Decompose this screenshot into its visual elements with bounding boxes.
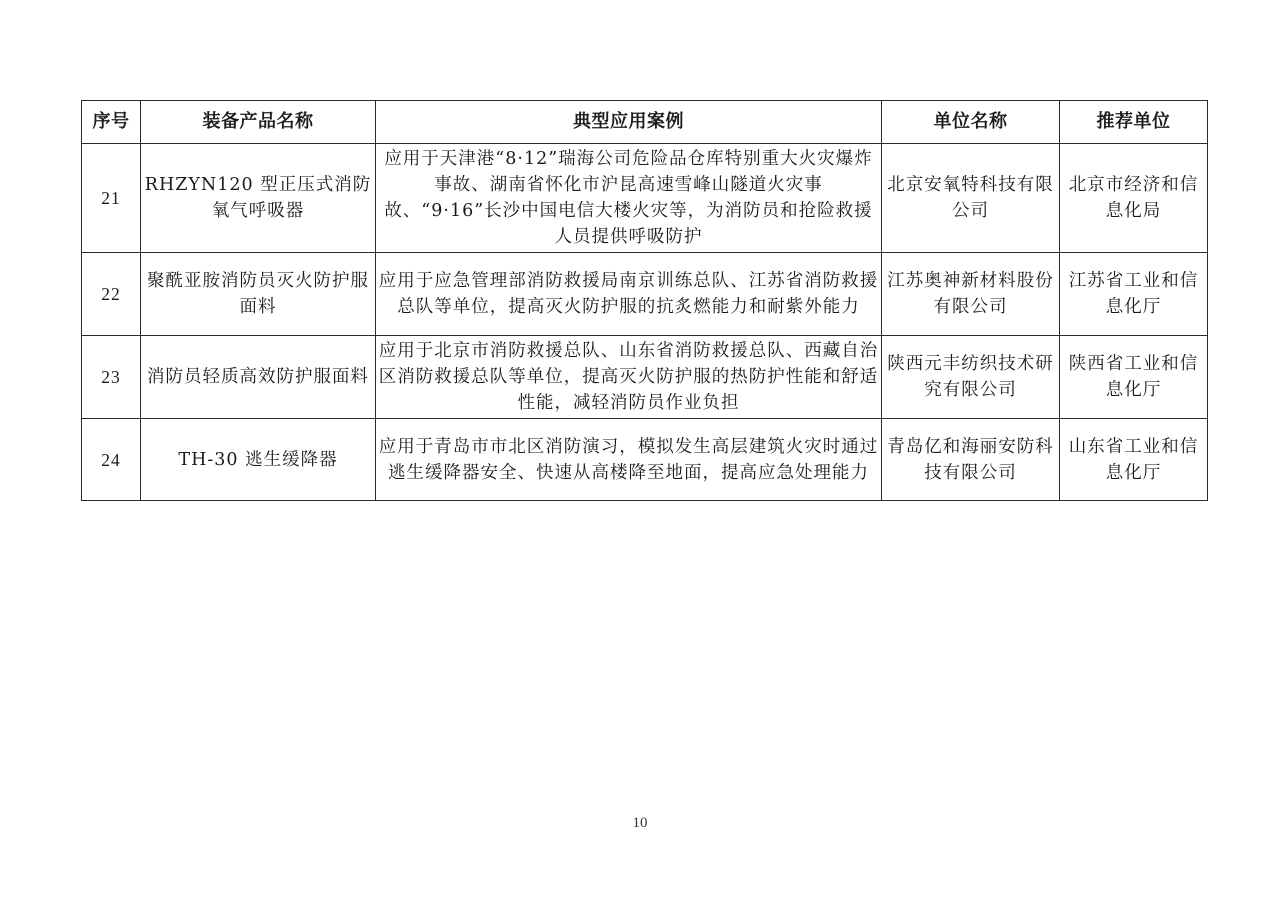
cell-unit-name: 北京安氧特科技有限公司	[882, 144, 1060, 253]
header-application-case: 典型应用案例	[376, 101, 882, 144]
cell-recommender: 山东省工业和信息化厅	[1060, 419, 1208, 501]
header-unit-name: 单位名称	[882, 101, 1060, 144]
cell-product-name: 聚酰亚胺消防员灭火防护服面料	[141, 253, 376, 336]
cell-seq: 21	[82, 144, 141, 253]
header-product-name: 装备产品名称	[141, 101, 376, 144]
table-header-row	[82, 101, 1208, 144]
cell-seq: 22	[82, 253, 141, 336]
cell-unit-name: 陕西元丰纺织技术研究有限公司	[882, 336, 1060, 419]
cell-seq: 24	[82, 419, 141, 501]
cell-application-case: 应用于青岛市市北区消防演习，模拟发生高层建筑火灾时通过逃生缓降器安全、快速从高楼降至地面，提高应急处理能力	[376, 419, 882, 501]
header-recommender: 推荐单位	[1060, 101, 1208, 144]
table-row	[82, 144, 1208, 253]
cell-product-name: 消防员轻质高效防护服面料	[141, 336, 376, 419]
equipment-table	[81, 100, 1208, 501]
table-row	[82, 336, 1208, 419]
cell-recommender: 北京市经济和信息化局	[1060, 144, 1208, 253]
cell-application-case: 应用于应急管理部消防救援局南京训练总队、江苏省消防救援总队等单位，提高灭火防护服的抗炙燃能力和耐紫外能力	[376, 253, 882, 336]
cell-unit-name: 江苏奥神新材料股份有限公司	[882, 253, 1060, 336]
cell-unit-name: 青岛亿和海丽安防科技有限公司	[882, 419, 1060, 501]
cell-seq: 23	[82, 336, 141, 419]
cell-product-name: TH-30 逃生缓降器	[141, 419, 376, 501]
cell-application-case: 应用于北京市消防救援总队、山东省消防救援总队、西藏自治区消防救援总队等单位，提高灭火防护服的热防护性能和舒适性能，减轻消防员作业负担	[376, 336, 882, 419]
cell-product-name: RHZYN120 型正压式消防氧气呼吸器	[141, 144, 376, 253]
cell-recommender: 陕西省工业和信息化厅	[1060, 336, 1208, 419]
cell-recommender: 江苏省工业和信息化厅	[1060, 253, 1208, 336]
table-row	[82, 419, 1208, 501]
cell-application-case: 应用于天津港“8·12”瑞海公司危险品仓库特别重大火灾爆炸事故、湖南省怀化市沪昆高速雪峰山隧道火灾事故、“9·16”长沙中国电信大楼火灾等，为消防员和抢险救援人员提供呼吸防护	[376, 144, 882, 253]
table-row	[82, 253, 1208, 336]
page-number: 10	[632, 815, 648, 831]
header-seq: 序号	[82, 101, 141, 144]
